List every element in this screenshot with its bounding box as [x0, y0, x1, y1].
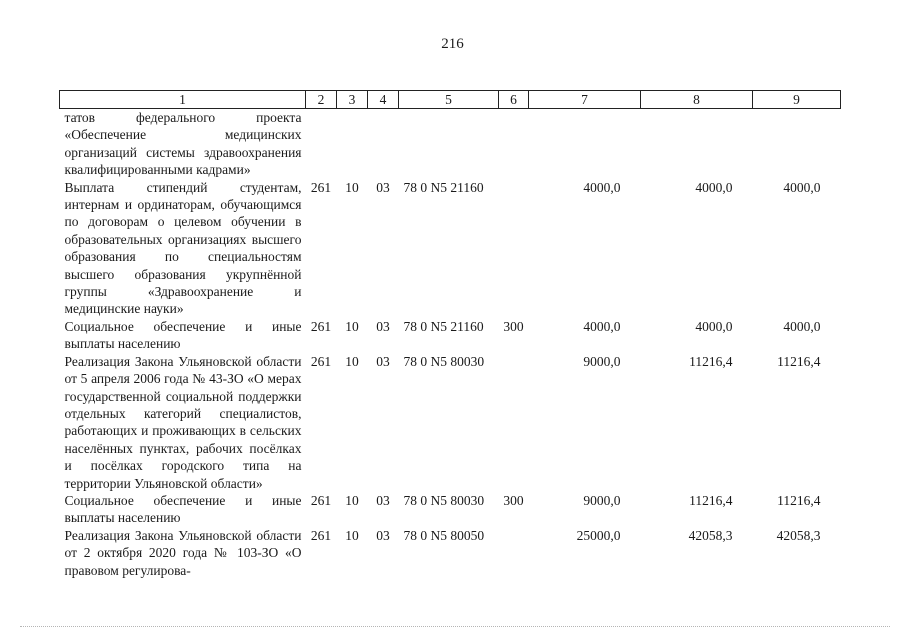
row-ministry-code: 261 — [310, 492, 332, 508]
row-amount-col9: 4000,0 — [783, 318, 821, 334]
row-expense-type: 300 — [503, 318, 524, 334]
row-amount-col9: 11216,4 — [777, 492, 821, 508]
header-col-4: 4 — [368, 91, 399, 109]
table-row — [60, 492, 841, 527]
row-expense-type: 300 — [503, 492, 524, 508]
header-col-8: 8 — [641, 91, 753, 109]
row-amount-col8: 4000,0 — [695, 179, 733, 195]
row-amount-col9 — [753, 109, 841, 179]
row-target-article: 78 0 N5 80050 — [403, 527, 485, 543]
header-col-2: 2 — [306, 91, 337, 109]
table-row — [60, 179, 841, 318]
row-ministry-code: 261 — [310, 353, 332, 369]
table-row — [60, 353, 841, 492]
row-amount-col7: 9000,0 — [583, 353, 621, 369]
row-subsection: 03 — [376, 179, 390, 195]
row-name: Реализация Закона Ульяновской области от 2 октября 2020 года № 103-ЗО «О правовом регулирова- — [64, 527, 302, 578]
row-ministry-code: 261 — [310, 527, 332, 543]
header-col-7: 7 — [529, 91, 641, 109]
header-col-9: 9 — [753, 91, 841, 109]
header-col-5: 5 — [399, 91, 499, 109]
row-target-article: 78 0 N5 21160 — [403, 318, 484, 334]
row-section: 10 — [345, 527, 359, 543]
page-number: 216 — [441, 36, 464, 52]
row-ministry-code: 261 — [310, 318, 332, 334]
header-col-1: 1 — [60, 91, 306, 109]
row-amount-col8 — [641, 109, 753, 179]
budget-table — [59, 90, 841, 579]
row-ministry-code: 261 — [310, 179, 332, 195]
row-amount-col7: 4000,0 — [583, 318, 621, 334]
row-amount-col7 — [529, 109, 641, 179]
row-target-article: 78 0 N5 80030 — [403, 492, 485, 508]
row-expense-type — [499, 353, 529, 492]
table-row — [60, 318, 841, 353]
row-name: татов федерального проекта «Обеспечение медицинских организаций системы здравоохранения квалифицированными кадрами» — [64, 110, 302, 178]
row-section: 10 — [345, 318, 359, 334]
row-subsection: 03 — [376, 318, 390, 334]
header-col-3: 3 — [337, 91, 368, 109]
row-subsection: 03 — [376, 492, 390, 508]
row-amount-col7: 9000,0 — [583, 492, 621, 508]
row-expense-type — [499, 527, 529, 579]
table-row — [60, 527, 841, 579]
row-amount-col9: 42058,3 — [776, 527, 821, 543]
row-expense-type — [499, 109, 529, 179]
row-amount-col8: 11216,4 — [689, 492, 733, 508]
row-amount-col8: 4000,0 — [695, 318, 733, 334]
row-name: Реализация Закона Ульяновской области от 5 апреля 2006 года № 43-ЗО «О мерах государственной социальной поддержки отдельных категорий специалистов, работающих и проживающих в сельских населённых пунктах, рабочих посёлках и посёлках городского типа на территории Ульяновской области» — [64, 353, 302, 491]
row-name: Выплата стипендий студентам, интернам и ординаторам, обучающимся по договорам о целевом обучении в образовательных организациях высшего образования по специальностям высшего образования укрупнённой группы «Здравоохранение и медицинские науки» — [64, 179, 302, 317]
row-subsection: 03 — [376, 527, 390, 543]
row-section — [337, 109, 368, 179]
row-target-article: 78 0 N5 21160 — [403, 179, 484, 195]
row-subsection: 03 — [376, 353, 390, 369]
header-col-6: 6 — [499, 91, 529, 109]
row-section: 10 — [345, 353, 359, 369]
row-name: Социальное обеспечение и иные выплаты населению — [64, 492, 302, 526]
row-amount-col7: 25000,0 — [576, 527, 621, 543]
row-section: 10 — [345, 492, 359, 508]
row-section: 10 — [345, 179, 359, 195]
row-amount-col9: 11216,4 — [777, 353, 821, 369]
row-subsection — [368, 109, 399, 179]
row-amount-col8: 42058,3 — [688, 527, 733, 543]
scan-edge-divider — [20, 626, 890, 628]
row-name: Социальное обеспечение и иные выплаты населению — [64, 318, 302, 352]
row-ministry-code — [306, 109, 337, 179]
table-header-row — [60, 91, 841, 109]
row-amount-col7: 4000,0 — [583, 179, 621, 195]
row-target-article: 78 0 N5 80030 — [403, 353, 485, 369]
row-amount-col9: 4000,0 — [783, 179, 821, 195]
row-amount-col8: 11216,4 — [689, 353, 733, 369]
row-target-article — [399, 109, 499, 179]
table-row — [60, 109, 841, 179]
row-expense-type — [499, 179, 529, 318]
